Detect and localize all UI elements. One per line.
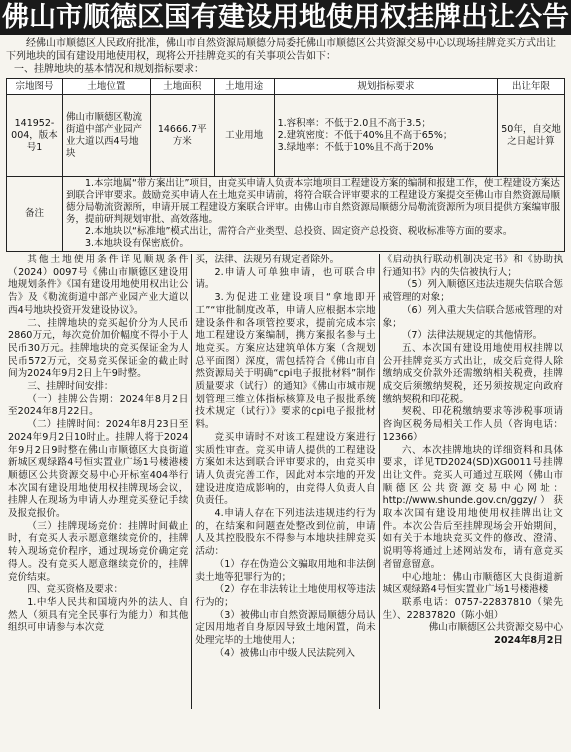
paragraph: 《启动执行联动机制决定书》和《协助执行通知书》内的失信被执行人；	[382, 254, 563, 278]
paragraph: （三）挂牌现场竞价：挂牌时间截止时，有竞买人表示愿意继续竞价的，挂牌转入现场竞价程序，通过现场竞价确定竞得人。没有竞买人愿意继续竞价的，挂牌竞价结束。	[8, 520, 189, 583]
paragraph: （一）挂牌公告期：2024年8月2日至2024年8月22日。	[8, 393, 189, 418]
footer-date: 2024年8月2日	[494, 635, 563, 647]
body-columns	[5, 254, 566, 709]
paragraph: 竞买申请时不对该工程建设方案进行实质性审查。竞买申请人提供的工程建设方案如未达到联合评审要求的，由竞买申请人负责完善工作，因此对本宗地的开发建设进度造成影响的，由竞得人负责人自负责任。	[195, 431, 376, 507]
remarks-row	[7, 177, 565, 252]
page-title: 佛山市顺德区国有建设用地使用权挂牌出让公告	[2, 2, 569, 33]
remark-item: 3.本地块设有保密底价。	[84, 238, 190, 249]
column-1	[5, 254, 191, 709]
header-cell: 出让年限	[498, 79, 565, 95]
table-row	[7, 95, 565, 177]
header-cell: 土地面积	[150, 79, 214, 95]
paragraph: 联系电话：0757-22837810（梁先生）、22837820（陈小姐）	[382, 596, 563, 621]
column-3	[379, 254, 566, 709]
paragraph: 4.申请人存在下列违法违规违约行为的，在结案和问题查处整改到位前，申请人及其控股股东不得参与本地块挂牌竞买活动：	[195, 508, 376, 558]
indicators-cell	[274, 95, 497, 177]
indicator-line: 3.绿地率：不低于10%且不高于20%	[277, 141, 434, 153]
indicator-line: 2.建筑密度：不低于40%且不高于65%；	[277, 129, 453, 141]
paragraph: 中心地址：佛山市顺德区大良街道新城区观绿路4号恒实置业广场1号楼港楼	[382, 571, 563, 596]
paragraph: （2）存在非法转让土地使用权等违法行为的；	[195, 584, 376, 608]
parcel-table	[6, 78, 565, 252]
paragraph: 三、挂牌时间安排：	[27, 381, 114, 393]
column-2	[191, 254, 378, 709]
paragraph: （1）存在伪造公文骗取用地和非法倒卖土地等犯罪行为的；	[195, 558, 376, 583]
header-cell: 规划指标要求	[274, 79, 497, 95]
paragraph: 买，法律、法规另有规定者除外。	[195, 254, 340, 265]
paragraph: 四、竞买资格及要求：	[27, 584, 124, 596]
paragraph: （6）列入重大失信联合惩戒管理的对象；	[382, 304, 563, 329]
paragraph: 1.中华人民共和国境内外的法人、自然人（须具有完全民事行为能力）和其他组织可申请参与本次竞	[8, 596, 189, 634]
section-heading: 一、挂牌地块的基本情况和规划指标要求：	[14, 64, 204, 75]
area-cell: 14666.7平方米	[150, 95, 214, 177]
paragraph: （5）列入顺德区违法违规失信联合惩戒管理的对象；	[382, 279, 563, 304]
paragraph: （7）法律法规规定的其他情形。	[401, 330, 543, 342]
header-cell: 土地位置	[62, 79, 150, 95]
intro-paragraph: 经佛山市顺德区人民政府批准，佛山市自然资源局顺德分局委托佛山市顺德区公共资源交易中心以现场挂牌竞买方式出让下列地块的国有建设用地使用权，现将公开挂牌竞买的有关事项公告如下：	[6, 38, 556, 62]
paragraph: 3.为促进工业建设项目“拿地即开工”“审批制度改革，申请人应根据本宗地建设条件和各项管控要求，提前完成本宗地工程建设方案编制，携方案报名参与土地竞买。方案应达建筑单体方案（含规划总平面图）深度，需包括符合《佛山市自然资源局关于明确“cpi电子报批材料”制作质量要求（试行）的通知》《佛山市城市规划管理三维立体指标核算及电子报批系统技术规定（试行）》要求的cpi电子报批材料。	[195, 292, 376, 431]
map-number-cell: 141952-004，版本号1	[7, 95, 63, 177]
remarks-label: 备注	[7, 177, 63, 252]
header-cell: 宗地图号	[7, 79, 63, 95]
paragraph: 二、挂牌地块的竞买起价分为人民币2860万元，每次竞价加价幅度不得小于人民币30万元。挂牌地块的竞买保证金为人民币572万元，交易竞买保证金的截止时间为2024年9月2日上午9时整。	[8, 317, 189, 380]
location-cell: 佛山市顺德区勒流街道中部产业园产业大道以西4号地块	[62, 95, 150, 177]
indicator-line: 1.容积率：不低于2.0且不高于3.5；	[277, 117, 431, 129]
land-use-cell: 工业用地	[214, 95, 274, 177]
paragraph: 五、本次国有建设用地使用权挂牌以公开挂牌竞买方式出让，成交后竞得人除缴纳成交价款外还需缴纳相关税费，挂牌成交后须缴纳契税，还另须按规定向政府缴纳契税和印花税。	[382, 342, 563, 405]
paragraph: 2.申请人可单独申请，也可联合申请。	[195, 266, 376, 291]
footer-org: 佛山市顺德区公共资源交易中心	[428, 622, 563, 634]
remarks-cell	[62, 177, 564, 252]
remark-item: 1.本宗地属“带方案出让”项目，由竞买申请人负责本宗地项目工程建设方案的编制和报建工作，使工程建设方案达到联合评审要求。鼓励竞买申请人在土地竞买申请前，将符合联合评审要求的工程建设方案提交至佛山市自然资源局顺德分局勒流资源所，申请开展工程建设方案联合评审。由佛山市自然资源局顺德分局勒流资源所为项目提供方案编审服务，提前研判规划审批、高效落地。	[65, 178, 560, 225]
term-cell: 50年，自交地之日起计算	[498, 95, 565, 177]
header-cell: 土地用途	[214, 79, 274, 95]
paragraph: （3）被佛山市自然资源局顺德分局认定因用地者自身原因导致土地闲置，尚未处理完毕的土地使用人；	[195, 609, 376, 647]
paragraph: （二）挂牌时间：2024年8月23日至2024年9月2日10时止。挂牌人将于2024年9月2日9时整在佛山市顺德区大良街道新城区观绿路4号恒实置业广场1号楼港楼顺德区公共资源交易中心开标室404举行本次国有建设用地使用权挂牌现场会议，挂牌人在现场为申请人办理竞买登记手续及报竞报价。	[8, 419, 189, 520]
paragraph: 六、本次挂牌地块的详细资料和具体要求，详见TD2024(SD)XG0011号挂牌出让文件。竞买人可通过互联网（佛山市顺德区公共资源交易中心网址：http://www.shunde.gov.cn/ggzy/）获取本次国有建设用地使用权挂牌出让文件。本次公告后至挂牌现场会开始期间，如有关于本地块竞买文件的修改、澄清、说明等将通过上述网站发布，请有意竞买者留意留意。	[382, 444, 563, 570]
paragraph: 其他土地使用条件详见顺规条件（2024）0097号《佛山市顺德区建设用地规划条件》《国有建设用地使用权出让公告》及《勒流街道中部产业园产业大道以西4号地块投资开发建设协议》。	[8, 254, 189, 316]
paragraph: 契税、印花税缴纳要求等涉税事项请咨询区税务局相关工作人员（咨询电话：12366）	[382, 406, 563, 443]
remark-item: 2.本地块以“标准地”模式出让，需符合产业类型、总投资、固定资产总投资、税收标准等方面的要求。	[84, 226, 513, 237]
table-header-row	[7, 79, 565, 95]
paragraph: （4）被佛山市中级人民法院列入	[214, 647, 355, 659]
